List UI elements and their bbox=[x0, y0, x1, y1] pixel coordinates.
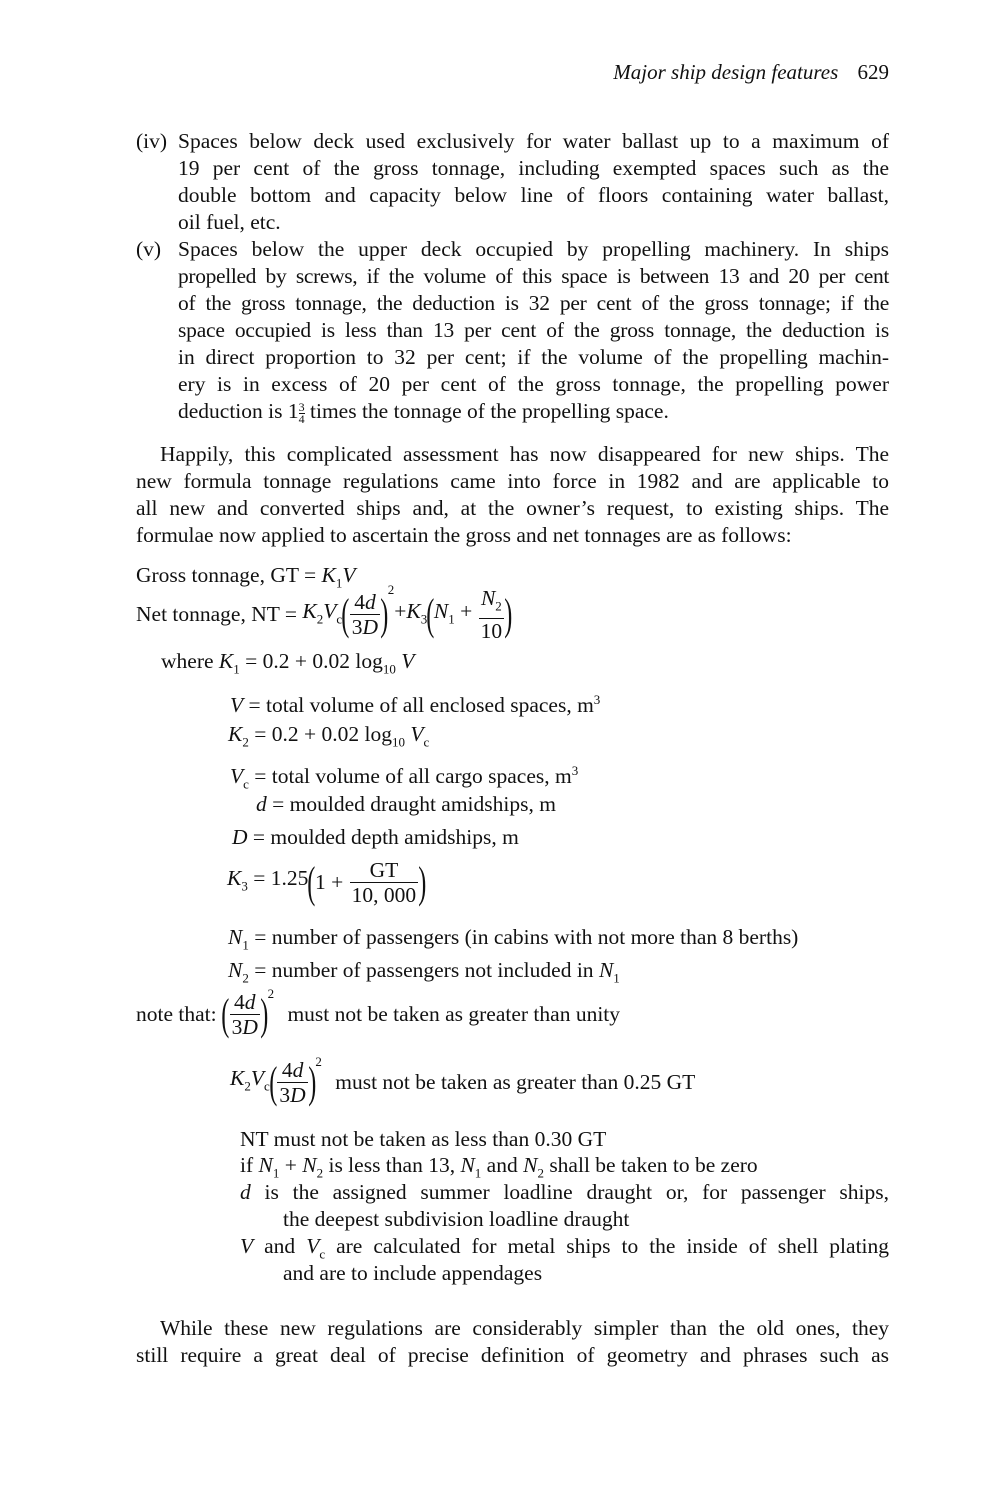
n2-definition: $N_2$ = number of passengers not included in $N_1$ bbox=[228, 958, 620, 986]
d-definition: d = moulded draught amidships, m bbox=[256, 792, 556, 816]
k1-definition: where $K_1 = 0.2 + 0.02$ $\log_{10} V$ bbox=[161, 649, 415, 677]
if-d: shall be taken to be zero bbox=[549, 1153, 758, 1177]
if-c: and bbox=[486, 1153, 518, 1177]
vc-def-text: = total volume of all cargo spaces, m bbox=[254, 764, 572, 789]
paragraph-line: new formula tonnage regulations came into force in 1982 and are applicable to bbox=[136, 469, 889, 493]
frac-num: 3 bbox=[298, 399, 305, 414]
list-item-v-line: ery is in excess of 20 per cent of the gross tonnage, the propelling power bbox=[178, 372, 889, 396]
running-header bbox=[0, 60, 889, 85]
frac-den: 4 bbox=[298, 411, 305, 426]
if-a: if bbox=[240, 1153, 254, 1177]
if-b: is less than 13, bbox=[328, 1153, 456, 1177]
v-def-text: = total volume of all enclosed spaces, m bbox=[248, 693, 594, 718]
list-item-v-line: space occupied is less than 13 per cent of the gross tonnage, the deduction is bbox=[178, 318, 889, 342]
list-item-v-line: in direct proportion to 32 per cent; if the volume of the propelling machin- bbox=[178, 345, 889, 369]
list-item-iv-line: Spaces below deck used exclusively for water ballast up to a maximum of bbox=[178, 129, 889, 153]
paragraph-line: While these new regulations are considerably simpler than the old ones, they bbox=[160, 1316, 889, 1340]
deduction-text-post: times the tonnage of the propelling space. bbox=[304, 399, 669, 423]
paragraph-line: Happily, this complicated assessment has now disappeared for new ships. The bbox=[160, 442, 889, 466]
gross-tonnage-formula: Gross tonnage, GT = $K_1V$ bbox=[136, 563, 356, 591]
paragraph-line: formulae now applied to ascertain the gross and net tonnages are as follows: bbox=[136, 523, 792, 547]
header-title: Major ship design features bbox=[613, 60, 839, 84]
gt-label: Gross tonnage, GT = bbox=[136, 563, 317, 587]
page-number: 629 bbox=[857, 60, 889, 84]
list-item-v-line: propelled by screws, if the volume of this space is between 13 and 20 per cent bbox=[178, 264, 889, 288]
nt-minimum: NT must not be taken as less than 0.30 GT bbox=[240, 1127, 607, 1151]
d-def-text: = moulded draught amidships, m bbox=[272, 792, 556, 816]
note-k2vc: $K_2V_c$( $\frac{4d}{3D}$ )$^2$ must not be taken as greater than 0.25 GT bbox=[230, 1054, 696, 1107]
d-assigned-line-2: the deepest subdivision loadline draught bbox=[283, 1207, 630, 1231]
nt-label: Net tonnage, NT = bbox=[136, 602, 297, 627]
v-calc-and: and bbox=[264, 1234, 296, 1258]
v-calc-1: are calculated for metal ships to the inside of shell plating bbox=[336, 1234, 890, 1258]
k3-definition: $K_3 = 1.25(1$ + $\frac{GT}{10, 000}$ ) bbox=[227, 857, 427, 907]
note-unity: note that: ( $\frac{4d}{3D}$ )$^2$ must not be taken as greater than unity bbox=[136, 986, 621, 1039]
list-item-iv-line: oil fuel, etc. bbox=[178, 210, 281, 234]
paragraph-line: all new and converted ships and, at the owner’s request, to existing ships. The bbox=[136, 496, 889, 520]
vc-definition: $V_c$ = total volume of all cargo spaces, $m^3$ bbox=[230, 763, 579, 792]
k3-coef: = 1.25 bbox=[253, 866, 309, 891]
k3-num: GT bbox=[350, 858, 419, 883]
note1-text: must not be taken as greater than unity bbox=[287, 1002, 621, 1026]
v-calc-line: V and $V_c$ are calculated for metal ships to the inside of shell plating bbox=[240, 1234, 890, 1262]
v-calc-line-2: and are to include appendages bbox=[283, 1261, 543, 1285]
k1-def-text: = 0.2 + 0.02 log bbox=[245, 649, 383, 673]
list-item-v-line: of the gross tonnage, the deduction is 32 per cent of the gross tonnage; if the bbox=[178, 291, 889, 315]
list-marker-iv: (iv) bbox=[136, 129, 168, 153]
k2-definition: $K_2 = 0.2 + 0.02$ $\log_{10} V_c$ bbox=[228, 722, 430, 750]
k3-den: 10, 000 bbox=[351, 883, 417, 907]
passenger-zero-rule: if $N_1 + N_2$ is less than 13, $N_1$ and $N_2$ shall be taken to be zero bbox=[240, 1153, 758, 1181]
d-assigned-1: is the assigned summer loadline draught or, for passenger ships, bbox=[264, 1180, 890, 1204]
list-item-v-line: Spaces below the upper deck occupied by propelling machinery. In ships bbox=[178, 237, 889, 261]
deduction-text-pre: deduction is 1 bbox=[178, 399, 299, 423]
paragraph-line: still require a great deal of precise definition of geometry and phrases such as bbox=[136, 1343, 889, 1367]
k2-def-text: = 0.2 + 0.02 log bbox=[254, 722, 392, 746]
note2-text: must not be taken as greater than 0.25 GT bbox=[335, 1070, 696, 1094]
where-label: where bbox=[161, 649, 214, 673]
d-assigned-line: d is the assigned summer loadline draught or, for passenger ships, bbox=[240, 1180, 890, 1204]
n2-def-text: = number of passengers not included in bbox=[254, 958, 594, 982]
list-item-iv-line: double bottom and capacity below line of floors containing water ballast, bbox=[178, 183, 889, 207]
depth-definition: D = moulded depth amidships, m bbox=[232, 825, 519, 849]
note-label: note that: bbox=[136, 1002, 217, 1026]
list-marker-v: (v) bbox=[136, 237, 162, 261]
net-tonnage-formula: Net tonnage, NT = $K_2V_c$( $\frac{4d}{3D}$ )$^2+K_3(N_1$ + $\frac{N_2}{10}$ ) bbox=[136, 582, 513, 644]
n1-definition: $N_1$ = number of passengers (in cabins with not more than 8 berths) bbox=[228, 925, 799, 953]
v-definition: V = total volume of all enclosed spaces, $m^3$ bbox=[230, 692, 601, 718]
list-item-v-last-line bbox=[178, 398, 669, 425]
n1-def-text: = number of passengers (in cabins with not more than 8 berths) bbox=[254, 925, 799, 949]
depth-def-text: = moulded depth amidships, m bbox=[252, 825, 519, 849]
list-item-iv-line: 19 per cent of the gross tonnage, including exempted spaces such as the bbox=[178, 156, 889, 180]
